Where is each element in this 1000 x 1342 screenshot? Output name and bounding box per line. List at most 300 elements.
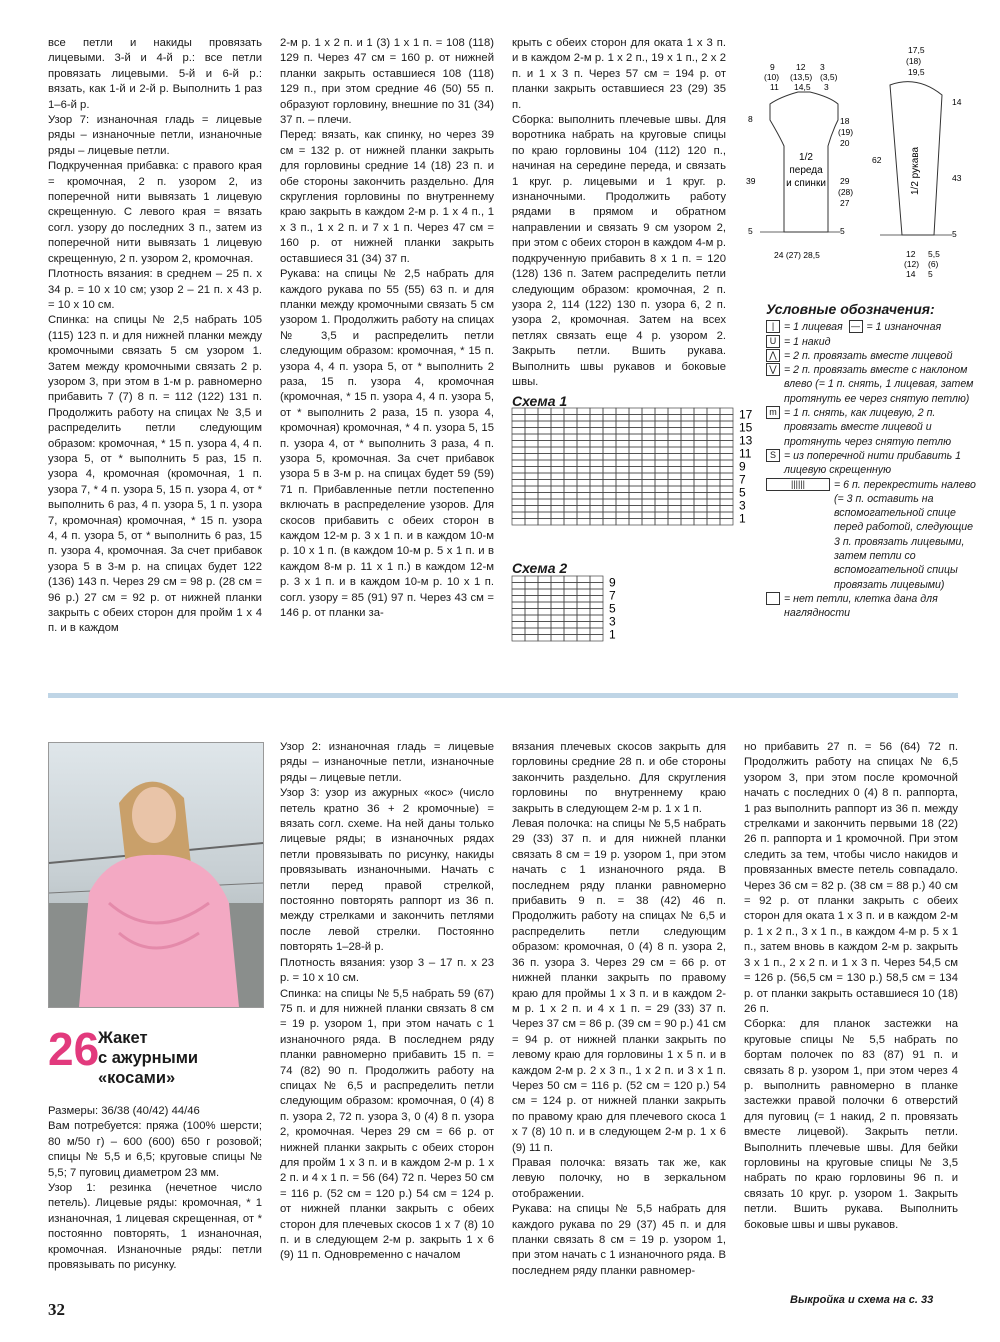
chart-cell bbox=[577, 576, 590, 583]
dim: 11 bbox=[770, 82, 779, 92]
chart-cell bbox=[694, 473, 707, 480]
chart-cell bbox=[577, 602, 590, 609]
dim: 5 bbox=[748, 226, 753, 236]
chart-cell bbox=[616, 428, 629, 435]
chart-cell bbox=[525, 408, 538, 415]
chart-cell bbox=[655, 441, 668, 448]
chart-cell bbox=[525, 512, 538, 519]
paragraph: Рукава: на спицы № 5,5 набрать для каждого рукава по 29 (37) 45 п. и для планки связать 8 см = 19 р. узором 1, при этом начать с 1 изнаночного ряда. В последнем ряду планки равномер- bbox=[512, 1203, 726, 1277]
sleeve-label: 1/2 рукава bbox=[910, 146, 921, 195]
chart-cell bbox=[512, 415, 525, 422]
chart-cell bbox=[564, 447, 577, 454]
chart-cell bbox=[681, 480, 694, 487]
pattern-title: Жакет с ажурными «косами» bbox=[98, 1029, 199, 1087]
chart-cell bbox=[512, 447, 525, 454]
paragraph: Рукава: на спицы № 2,5 набрать для каждого рукава по 55 (55) 63 п. и для планки между кромочными связать 5 см узором 1. Продолжить работу на спицах № 3,5 и распределить петли следующим образом: кромочная, * 15 п. узора 4, 4 п. узора 5, от * выполнить 2 раза, 15 п. узора 4, кромочная (кромочная, * 15 п. узора 4, 4 п. узора 5, от * выполнить 2 раза, 15 п. узора 4, кромочная) кромочная, * 4 п. узора 5, 15 п. узора 4, от * выполнить 3 раза, 4 п. узора 5, кромочная. За счет прибавок узора 5 в 3-м р. на спицах будет 59 (59) 71 п. Прибавленные петли постепенно включать в распределение узоров. Для скосов прибавить с обеих сторон в каждом 12-м р. 3 х 1 п. и в каждом 10-м р. 10 х 1 п. (в каждом 10-м р. 5 х 1 п. и в каждом 8-м р. 11 х 1 п.) в каждом 12-м р. 3 х 1 п. и в каждом 10-м р. 10 х 1 п. согл. узору = 85 (91) 97 п. Через 43 см = 146 р. от планки за- bbox=[280, 268, 494, 620]
chart-cell bbox=[642, 415, 655, 422]
chart-cell bbox=[707, 421, 720, 428]
chart-cell bbox=[577, 596, 590, 603]
chart-cell bbox=[681, 467, 694, 474]
chart-cell bbox=[564, 467, 577, 474]
chart-cell bbox=[538, 628, 551, 635]
chart-cell bbox=[525, 493, 538, 500]
paragraph: крыть с обеих сторон для оката 1 х 3 п. и в каждом 2-м р. 1 х 2 п., 19 х 1 п., 2 х 2 п. и 1 х 3 п. Через 57 см = 194 р. от планки закрыть оставшиеся 23 (29) 35 п. bbox=[512, 37, 726, 111]
chart-cell bbox=[629, 460, 642, 467]
chart-cell bbox=[590, 415, 603, 422]
chart-cell bbox=[707, 434, 720, 441]
chart-cell bbox=[668, 460, 681, 467]
chart-cell bbox=[564, 589, 577, 596]
chart-cell bbox=[707, 454, 720, 461]
chart-cell bbox=[720, 493, 733, 500]
chart-cell bbox=[694, 499, 707, 506]
schema-2-chart bbox=[512, 576, 632, 656]
dim: (3,5) bbox=[820, 72, 838, 82]
chart-cell bbox=[603, 408, 616, 415]
paragraph: 2-м р. 1 х 2 п. и 1 (3) 1 х 1 п. = 108 (118) 129 п. Через 47 см = 160 р. от нижней планки закрыть оставшиеся 108 (118) 129 п., при этом средние 46 (50) 55 п. образуют горловину, внешние по 31 (34) 37 п. – плечи. bbox=[280, 37, 494, 127]
chart-cell bbox=[512, 583, 525, 590]
chart-cell bbox=[603, 519, 616, 526]
chart-cell bbox=[629, 519, 642, 526]
chart-cell bbox=[720, 460, 733, 467]
chart-cell bbox=[551, 519, 564, 526]
dim: 14 bbox=[906, 269, 916, 279]
chart-cell bbox=[525, 434, 538, 441]
dim: 43 bbox=[952, 173, 962, 183]
chart-cell bbox=[590, 519, 603, 526]
chart-cell bbox=[668, 480, 681, 487]
chart-cell bbox=[590, 615, 603, 622]
footer-reference: Выкройка и схема на с. 33 bbox=[790, 1294, 934, 1306]
chart-cell bbox=[668, 415, 681, 422]
chart-cell bbox=[564, 428, 577, 435]
chart-cell bbox=[590, 622, 603, 629]
chart-cell bbox=[603, 467, 616, 474]
chart-cell bbox=[603, 493, 616, 500]
dim: (19) bbox=[838, 127, 854, 137]
chart-cell bbox=[512, 622, 525, 629]
chart-cell bbox=[525, 628, 538, 635]
paragraph: Подкрученная прибавка: с правого края = кромочная, 2 п. узором 2, из поперечной нити вывязать 1 лицевую скрещенную. С левого края = вязать согл. узору до последних 3 п., затем из поперечной нити вывязать 1 лицевую скрещенную, 2 п. узором 2, кромочная. bbox=[48, 160, 262, 265]
chart-cell bbox=[590, 460, 603, 467]
schema-1-label: Схема 1 bbox=[512, 393, 568, 409]
chart-cell bbox=[642, 486, 655, 493]
chart-cell bbox=[629, 421, 642, 428]
chart-cell bbox=[590, 512, 603, 519]
chart-cell bbox=[629, 408, 642, 415]
chart-cell bbox=[564, 583, 577, 590]
chart-cell bbox=[551, 628, 564, 635]
woman-in-pink-jacket-icon bbox=[49, 743, 263, 1007]
chart-cell bbox=[720, 486, 733, 493]
legend-item: |||||| = 6 п. перекрестить налево (= 3 п. оставить на вспомогательной спице перед работой, следующие 3 п. провязать лицевыми, затем петли со вспомогательной спицы провязать лицевыми) bbox=[766, 478, 976, 592]
legend-item: m = 1 п. снять, как лицевую, 2 п. провязать вместе лицевой и протянуть через снятую петлю bbox=[766, 406, 976, 449]
chart-cell bbox=[512, 493, 525, 500]
chart-cell bbox=[525, 499, 538, 506]
dim: 9 bbox=[770, 62, 775, 72]
row-number: 1 bbox=[739, 511, 746, 526]
chart-cell bbox=[577, 506, 590, 513]
chart-cell bbox=[668, 493, 681, 500]
dim: (18) bbox=[906, 56, 922, 66]
chart-cell bbox=[538, 519, 551, 526]
chart-cell bbox=[655, 512, 668, 519]
chart-cell bbox=[590, 576, 603, 583]
chart-cell bbox=[642, 480, 655, 487]
chart-cell bbox=[577, 589, 590, 596]
chart-cell bbox=[564, 635, 577, 642]
chart-cell bbox=[642, 428, 655, 435]
ssk-icon: ⋁ bbox=[766, 363, 780, 376]
chart-cell bbox=[603, 460, 616, 467]
chart-cell bbox=[629, 512, 642, 519]
chart-cell bbox=[694, 428, 707, 435]
paragraph: Узор 2: изнаночная гладь = лицевые ряды – изнаночные петли, изнаночные ряды – лицевые петли. bbox=[280, 741, 494, 784]
chart-cell bbox=[512, 628, 525, 635]
chart-cell bbox=[538, 408, 551, 415]
chart-cell bbox=[564, 506, 577, 513]
top-column-1 bbox=[48, 36, 262, 660]
chart-cell bbox=[655, 460, 668, 467]
chart-cell bbox=[564, 609, 577, 616]
chart-cell bbox=[590, 628, 603, 635]
chart-cell bbox=[655, 408, 668, 415]
row-number: 3 bbox=[739, 498, 746, 513]
chart-cell bbox=[655, 493, 668, 500]
paragraph: но прибавить 27 п. = 56 (64) 72 п. Продолжить работу на спицах № 6,5 узором 3, при этом после кромочной начать с последних 0 (4) 8 п. раппорта, 1 раз выполнить раппорт из 36 п. между стрелками и закончить первыми 18 (22) 26 п. раппорта и 1 кромочной. При этом следить за тем, чтобы число накидов и провязанных вместе петель совпадало. Через 36 см = 82 р. (38 см = 88 р.) 40 см = 92 р. от планки закрыть с обеих сторон для оката 1 х 3 п. и в каждом 2-м р. 1 х 2 п., 3 х 1 п., в каждом 4-м р. 5 х 1 п., затем вновь в каждом 2-м р. закрыть 3 х 1 п., 2 х 2 п. и 1 х 3 п. Через 54,5 см = 126 р. (56,5 см = 130 р.) 58,5 см = 134 р. от планки закрыть оставшиеся 10 (18) 26 п. bbox=[744, 741, 958, 1015]
chart-cell bbox=[590, 467, 603, 474]
chart-cell bbox=[668, 519, 681, 526]
chart-cell bbox=[668, 499, 681, 506]
chart-cell bbox=[694, 519, 707, 526]
chart-cell bbox=[642, 473, 655, 480]
front-label-line1: 1/2 bbox=[799, 152, 813, 163]
chart-cell bbox=[512, 512, 525, 519]
chart-cell bbox=[538, 441, 551, 448]
paragraph: Спинка: на спицы № 5,5 набрать 59 (67) 75 п. и для нижней планки связать 8 см = 19 р. узором 1, при этом начать с 1 изнаночного ряда. В последнем ряду планки равномерно прибавить 15 п. = 74 (82) 90 п. Продолжить работу на спицах № 6,5 и распределить петли следующим образом: кромочная, 0 (4) 8 п. узора 2, 72 п. узора 3, 0 (4) 8 п. узора 2, кромочная. Через 29 см = 66 р. от нижней планки закрыть с обеих сторон для пройм 1 х 3 п. и в каждом 2-м р. 1 х 2 п. и 4 х 1 п. = 56 (64) 72 п. Через 50 см = 116 р. (52 см = 120 р.) 54 см = 124 р. от нижней планки закрыть с обеих сторон для плечевых скосов 1 х 7 (8) 10 п. и в следующем 2-м р. закрыть 1 х 6 (9) 11 п. Одновременно с началом bbox=[280, 987, 494, 1262]
chart-cell bbox=[590, 408, 603, 415]
chart-cell bbox=[577, 615, 590, 622]
chart-cell bbox=[551, 499, 564, 506]
chart-cell bbox=[590, 454, 603, 461]
chart-cell bbox=[577, 628, 590, 635]
legend-item: = нет петли, клетка дана для наглядности bbox=[766, 592, 976, 621]
chart-cell bbox=[551, 596, 564, 603]
chart-cell bbox=[707, 499, 720, 506]
chart-cell bbox=[616, 493, 629, 500]
model-photo bbox=[48, 742, 264, 1008]
chart-cell bbox=[655, 434, 668, 441]
chart-cell bbox=[538, 428, 551, 435]
chart-cell bbox=[668, 428, 681, 435]
chart-cell bbox=[512, 506, 525, 513]
legend bbox=[766, 302, 976, 621]
top-column-2 bbox=[280, 36, 494, 660]
chart-cell bbox=[512, 589, 525, 596]
chart-cell bbox=[590, 583, 603, 590]
chart-cell bbox=[642, 421, 655, 428]
chart-cell bbox=[668, 454, 681, 461]
chart-cell bbox=[603, 480, 616, 487]
chart-cell bbox=[694, 506, 707, 513]
dim: 8 bbox=[748, 114, 753, 124]
chart-cell bbox=[603, 499, 616, 506]
chart-cell bbox=[564, 519, 577, 526]
chart-cell bbox=[616, 506, 629, 513]
chart-cell bbox=[564, 602, 577, 609]
dim: 12 bbox=[906, 249, 916, 259]
chart-cell bbox=[551, 428, 564, 435]
chart-cell bbox=[577, 480, 590, 487]
dim: 5 bbox=[840, 226, 845, 236]
chart-cell bbox=[551, 635, 564, 642]
chart-cell bbox=[616, 441, 629, 448]
chart-cell bbox=[538, 467, 551, 474]
legend-item: | = 1 лицевая — = 1 изнаночная bbox=[766, 320, 976, 334]
chart-cell bbox=[577, 486, 590, 493]
chart-cell bbox=[603, 512, 616, 519]
chart-cell bbox=[590, 589, 603, 596]
front-label-line2: переда bbox=[789, 165, 823, 176]
chart-cell bbox=[655, 467, 668, 474]
chart-cell bbox=[538, 460, 551, 467]
chart-cell bbox=[512, 460, 525, 467]
chart-cell bbox=[590, 486, 603, 493]
chart-cell bbox=[564, 460, 577, 467]
chart-cell bbox=[538, 454, 551, 461]
dim: 3 bbox=[824, 82, 829, 92]
chart-cell bbox=[577, 447, 590, 454]
chart-cell bbox=[538, 486, 551, 493]
chart-cell bbox=[512, 519, 525, 526]
chart-cell bbox=[681, 512, 694, 519]
chart-cell bbox=[564, 486, 577, 493]
chart-cell bbox=[512, 454, 525, 461]
chart-cell bbox=[577, 499, 590, 506]
chart-cell bbox=[538, 506, 551, 513]
paragraph: Левая полочка: на спицы № 5,5 набрать 29 (33) 37 п. и для нижней планки связать 8 см = 19 р. узором 1, при этом начать с 1 изнаночного ряда. В последнем ряду планки равномерно прибавить 9 п. = 38 (42) 46 п. Продолжить работу на спицах № 6,5 и распределить петли следующим образом: кромочная, 0 (4) 8 п. узора 2, 36 п. узора 3. Через 29 см = 66 р. от нижней планки закрыть по правому краю для проймы 1 х 3 п. и в каждом 2-м р. 1 х 2 п. и 4 х 1 п. = 29 (33) 37 п. Через 37 см = 86 р. (39 см = 90 р.) 41 см = 94 р. от нижней планки закрыть по левому краю для горловины 1 х 5 п. и в каждом 2-м р. 2 х 3 п., 1 х 2 п. и 3 х 1 п. Через 50 см = 116 р. (52 см = 120 р.) 54 см = 124 р. от нижней планки закрыть по правому краю для плечевого скоса 1 х 7 (8) 10 п. и в следующем 2-м р. 1 х 6 (9) 11 п. bbox=[512, 818, 726, 1154]
chart-cell bbox=[538, 480, 551, 487]
chart-cell bbox=[629, 441, 642, 448]
chart-cell bbox=[512, 408, 525, 415]
chart-cell bbox=[655, 473, 668, 480]
front-label-line3: и спинки bbox=[786, 178, 826, 189]
chart-cell bbox=[512, 576, 525, 583]
chart-cell bbox=[564, 615, 577, 622]
chart-cell bbox=[590, 421, 603, 428]
chart-cell bbox=[512, 421, 525, 428]
chart-cell bbox=[525, 460, 538, 467]
chart-cell bbox=[720, 408, 733, 415]
chart-cell bbox=[538, 447, 551, 454]
chart-cell bbox=[603, 415, 616, 422]
chart-cell bbox=[694, 493, 707, 500]
chart-cell bbox=[707, 447, 720, 454]
chart-cell bbox=[681, 519, 694, 526]
chart-cell bbox=[642, 434, 655, 441]
chart-cell bbox=[538, 421, 551, 428]
chart-cell bbox=[642, 460, 655, 467]
chart-cell bbox=[668, 408, 681, 415]
chart-cell bbox=[694, 434, 707, 441]
chart-cell bbox=[551, 583, 564, 590]
chart-cell bbox=[577, 609, 590, 616]
chart-cell bbox=[551, 609, 564, 616]
row-number: 17 bbox=[739, 407, 753, 422]
chart-cell bbox=[577, 408, 590, 415]
chart-cell bbox=[525, 428, 538, 435]
chart-cell bbox=[681, 447, 694, 454]
row-number: 3 bbox=[609, 614, 616, 629]
section-divider bbox=[48, 693, 958, 698]
chart-cell bbox=[616, 408, 629, 415]
dim: (6) bbox=[928, 259, 939, 269]
chart-cell bbox=[525, 421, 538, 428]
row-number: 5 bbox=[739, 485, 746, 500]
chart-cell bbox=[577, 583, 590, 590]
chart-cell bbox=[577, 473, 590, 480]
chart-cell bbox=[551, 486, 564, 493]
chart-cell bbox=[564, 434, 577, 441]
chart-cell bbox=[564, 415, 577, 422]
chart-cell bbox=[551, 454, 564, 461]
chart-cell bbox=[564, 408, 577, 415]
chart-cell bbox=[694, 486, 707, 493]
chart-cell bbox=[551, 434, 564, 441]
knit-symbol-icon: | bbox=[766, 320, 780, 333]
chart-cell bbox=[564, 512, 577, 519]
chart-cell bbox=[720, 467, 733, 474]
chart-cell bbox=[577, 428, 590, 435]
chart-cell bbox=[538, 512, 551, 519]
chart-cell bbox=[577, 415, 590, 422]
chart-cell bbox=[551, 447, 564, 454]
chart-cell bbox=[551, 602, 564, 609]
chart-cell bbox=[538, 602, 551, 609]
paragraph: вязания плечевых скосов закрыть для горловины средние 28 п. и обе стороны закончить раздельно. Для скругления горловины по внутреннему краю закрыть в следующем 2-м р. 1 х 1 п. bbox=[512, 741, 726, 815]
dim: 5,5 bbox=[928, 249, 940, 259]
chart-cell bbox=[720, 415, 733, 422]
chart-cell bbox=[629, 454, 642, 461]
chart-cell bbox=[564, 480, 577, 487]
chart-cell bbox=[642, 512, 655, 519]
dim: (28) bbox=[838, 187, 854, 197]
chart-cell bbox=[720, 480, 733, 487]
chart-cell bbox=[590, 596, 603, 603]
chart-cell bbox=[707, 460, 720, 467]
dim: 62 bbox=[872, 155, 882, 165]
chart-cell bbox=[655, 480, 668, 487]
dim: (12) bbox=[904, 259, 920, 269]
chart-cell bbox=[538, 622, 551, 629]
chart-cell bbox=[642, 519, 655, 526]
chart-cell bbox=[681, 454, 694, 461]
pattern-front-back bbox=[740, 62, 858, 272]
chart-cell bbox=[551, 615, 564, 622]
chart-cell bbox=[551, 467, 564, 474]
chart-cell bbox=[564, 628, 577, 635]
chart-cell bbox=[551, 441, 564, 448]
chart-cell bbox=[538, 615, 551, 622]
dim: 5 bbox=[952, 229, 957, 239]
chart-cell bbox=[720, 506, 733, 513]
chart-cell bbox=[616, 473, 629, 480]
chart-cell bbox=[629, 486, 642, 493]
paragraph: Узор 3: узор из ажурных «кос» (число петель кратно 36 + 2 кромочные) = вязать согл. схеме. На ней даны только лицевые ряды; в изнаночных рядах петли провязывать по рисунку, накиды провязывать изнаночными. Начать с петли перед правой стрелкой, постоянно повторять раппорт из 36 п. между стрелками и закончить петлями после левой стрелки. Постоянно повторять 1–28-й р. bbox=[280, 787, 494, 954]
chart-cell bbox=[538, 635, 551, 642]
chart-cell bbox=[590, 493, 603, 500]
chart-cell bbox=[694, 454, 707, 461]
paragraph: Сборка: для планок застежки на круговые спицы № 5,5 набрать по бортам полочек по 83 (87) 91 п. и связать 8 р. узором 1, при этом через 4 р. выполнить равномерно в планке застежки правой полочки 6 отверстий для пуговиц (= 1 накид, 2 п. провязать вместе лицевой). Закрыть петли. Выполнить плечевые швы. Для бейки горловины на круговые спицы № 3,5 набрать по краю горловины 96 п. и связать 10 круг. р. узором 1. Закрыть петли. Вшить рукава. Выполнить боковые швы и швы рукавов. bbox=[744, 1018, 958, 1231]
chart-cell bbox=[525, 596, 538, 603]
k2tog-icon: ⋀ bbox=[766, 349, 780, 362]
chart-cell bbox=[681, 460, 694, 467]
chart-cell bbox=[590, 447, 603, 454]
chart-cell bbox=[681, 434, 694, 441]
bottom-column-3 bbox=[512, 740, 726, 1288]
chart-cell bbox=[694, 408, 707, 415]
chart-cell bbox=[590, 609, 603, 616]
chart-cell bbox=[577, 467, 590, 474]
row-number: 15 bbox=[739, 420, 753, 435]
dim: 14 bbox=[952, 97, 962, 107]
chart-cell bbox=[681, 408, 694, 415]
dim: 18 bbox=[840, 116, 850, 126]
chart-cell bbox=[655, 447, 668, 454]
chart-cell bbox=[616, 454, 629, 461]
chart-cell bbox=[538, 576, 551, 583]
chart-cell bbox=[694, 421, 707, 428]
row-number: 7 bbox=[739, 472, 746, 487]
chart-cell bbox=[681, 473, 694, 480]
bottom-column-1 bbox=[48, 1104, 262, 1288]
chart-cell bbox=[525, 602, 538, 609]
chart-cell bbox=[655, 486, 668, 493]
dim: 39 bbox=[746, 176, 756, 186]
chart-cell bbox=[707, 441, 720, 448]
chart-cell bbox=[538, 499, 551, 506]
dim: 20 bbox=[840, 138, 850, 148]
dim: 19,5 bbox=[908, 67, 925, 77]
chart-cell bbox=[616, 519, 629, 526]
chart-cell bbox=[616, 480, 629, 487]
paragraph: Узор 1: резинка (нечетное число петель). Лицевые ряды: кромочная, * 1 изнаночная, 1 лицевая скрещенная, от * постоянно повторять, 1 изнаночная, кромочная. Изнаночные ряды: петли провязывать по рисунку. bbox=[48, 1182, 262, 1272]
chart-cell bbox=[616, 512, 629, 519]
bottom-column-4 bbox=[744, 740, 958, 1288]
chart-cell bbox=[681, 428, 694, 435]
chart-cell bbox=[525, 480, 538, 487]
chart-cell bbox=[629, 447, 642, 454]
chart-cell bbox=[694, 441, 707, 448]
chart-cell bbox=[538, 583, 551, 590]
chart-cell bbox=[668, 434, 681, 441]
chart-cell bbox=[655, 415, 668, 422]
chart-cell bbox=[603, 434, 616, 441]
chart-cell bbox=[603, 447, 616, 454]
chart-cell bbox=[681, 415, 694, 422]
chart-cell bbox=[603, 421, 616, 428]
chart-cell bbox=[564, 493, 577, 500]
chart-cell bbox=[616, 486, 629, 493]
chart-cell bbox=[668, 506, 681, 513]
chart-cell bbox=[720, 473, 733, 480]
legend-item: ⋁ = 2 п. провязать вместе с наклоном влево (= 1 п. снять, 1 лицевая, затем протянуть ее через снятую петлю) bbox=[766, 363, 976, 406]
chart-cell bbox=[538, 609, 551, 616]
chart-cell bbox=[525, 415, 538, 422]
sk2p-icon: m bbox=[766, 406, 780, 419]
chart-cell bbox=[629, 415, 642, 422]
chart-cell bbox=[551, 421, 564, 428]
